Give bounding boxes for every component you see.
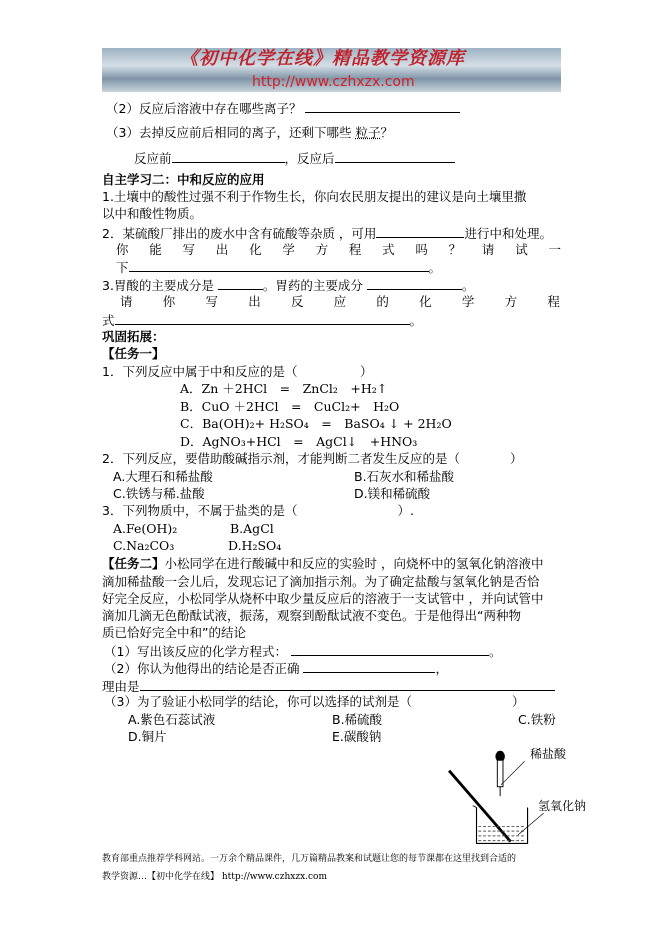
spread-char: 学 xyxy=(282,242,295,257)
spread-char: 出 xyxy=(215,242,229,257)
answer-blank[interactable] xyxy=(376,225,464,238)
t1-q2-option-c[interactable]: C.铁锈与稀.盐酸 xyxy=(113,486,205,501)
task1-label: 【任务一】 xyxy=(102,346,165,361)
t1-q2-option-a[interactable]: A.大理石和稀盐酸 xyxy=(113,469,213,484)
answer-blank[interactable] xyxy=(305,100,460,113)
answer-blank[interactable] xyxy=(218,277,263,290)
spread-char: 你 xyxy=(162,294,176,309)
task2-option-e[interactable]: E.碳酸钠 xyxy=(332,729,382,744)
spread-char: 一 xyxy=(548,242,561,257)
task2-q3: （3）为了验证小松同学的结论，你可以选择的试剂是（ ） xyxy=(104,694,525,709)
s2-q1-line2: 以中和酸性物质。 xyxy=(102,206,203,221)
spread-char: 学 xyxy=(461,294,475,309)
task2-option-b[interactable]: B.稀硫酸 xyxy=(332,712,383,727)
s2-q1-line1: 1.土壤中的酸性过强不利于作物生长，你向农民朋友提出的建议是向土壤里撒 xyxy=(102,189,527,204)
spread-char: 式 xyxy=(382,242,395,257)
spread-char: 的 xyxy=(376,294,389,309)
banner-url: http://www.czhxzx.com xyxy=(252,74,415,90)
t1-q3-option-d[interactable]: D.H₂SO₄ xyxy=(228,538,282,553)
spread-char: 反 xyxy=(290,294,304,309)
s2-q2-line2 xyxy=(116,242,561,258)
spread-char: 化 xyxy=(249,242,262,257)
spread-char: 能 xyxy=(149,242,162,257)
spread-char: 吗 xyxy=(415,242,428,257)
header-banner xyxy=(102,48,561,92)
task2-label: 【任务二】 xyxy=(102,556,165,571)
task2-para-4: 滴加几滴无色酚酞试液，振荡，观察到酚酞试液不变色。于是他得出“两种物 xyxy=(102,608,521,623)
t1-q2-option-d[interactable]: D.镁和稀硫酸 xyxy=(354,486,431,501)
spread-char: 程 xyxy=(547,294,560,309)
t1-q3: 3．下列物质中，不属于盐类的是（ ）. xyxy=(102,503,414,518)
spread-char: 方 xyxy=(315,242,329,257)
t1-q1-option-a[interactable]: A．Zn ＋2HCl = ZnCl₂ +H₂↑ xyxy=(180,381,388,396)
footer-link[interactable]: http://www.czhxzx.com xyxy=(221,872,328,882)
beaker-dropper-figure xyxy=(440,747,600,851)
s2-q3-line2 xyxy=(120,294,560,310)
spread-char: 方 xyxy=(504,294,518,309)
s2-q3-line3: 式 。 xyxy=(102,313,423,328)
task2-para-3: 好完全反应，小松同学从烧杯中取少量反应后的溶液于一支试管中 ，并向试管中 xyxy=(102,591,544,606)
t1-q1: 1．下列反应中属于中和反应的是（ ） xyxy=(102,364,373,379)
task2-q1: （1）写出该反应的化学方程式： 。 xyxy=(104,644,502,659)
label-dilute-hcl: 稀盐酸 xyxy=(530,747,567,761)
spread-char: 写 xyxy=(182,242,196,257)
t1-q1-option-d[interactable]: D．AgNO₃+HCl = AgCl↓ +HNO₃ xyxy=(180,434,418,449)
t1-q3-option-b[interactable]: B.AgCl xyxy=(230,521,274,536)
spread-char: ？ xyxy=(448,242,462,257)
task2-para-2: 滴加稀盐酸一会儿后，发现忘记了滴加指示剂。为了确定盐酸与氢氧化钠是否恰 xyxy=(102,574,540,589)
equation-blank[interactable] xyxy=(115,312,410,325)
s2-q2-line3: 下 。 xyxy=(116,260,442,275)
task2-option-d[interactable]: D.铜片 xyxy=(128,729,167,744)
section2-title: 自主学习二：中和反应的应用 xyxy=(102,172,265,187)
equation-blank[interactable] xyxy=(129,259,429,272)
t1-q1-option-c[interactable]: C．Ba(OH)₂+ H₂SO₄ = BaSO₄ ↓ + 2H₂O xyxy=(180,416,452,431)
spread-char: 化 xyxy=(419,294,432,309)
after-blank[interactable] xyxy=(335,150,455,163)
consolidate-title: 巩固拓展： xyxy=(102,329,165,344)
spread-char: 试 xyxy=(515,242,528,257)
s2-q2-line1: 2．某硫酸厂排出的废水中含有硫酸等杂质 ，可用 进行中和处理。 xyxy=(102,226,552,241)
task2-q2: （2）你认为他得出的结论是否正确 ， xyxy=(104,661,448,676)
task2-para-5: 质已恰好完全中和”的结论 xyxy=(102,625,246,640)
spread-char: 应 xyxy=(333,294,347,309)
spread-char: 出 xyxy=(248,294,261,309)
spread-char: 程 xyxy=(348,242,362,257)
before-blank[interactable] xyxy=(172,150,285,163)
footer-line-1: 教育部重点推荐学科网站。一万余个精品课件，几万篇精品教案和试题让您的每节课都在这里找到合适的 xyxy=(102,854,517,864)
t1-q2-option-b[interactable]: B.石灰水和稀盐酸 xyxy=(354,469,455,484)
t1-q3-option-a[interactable]: A.Fe(OH)₂ xyxy=(113,521,178,536)
answer-blank[interactable] xyxy=(367,277,462,290)
task2-option-c[interactable]: C.铁粉 xyxy=(518,712,556,727)
task2-option-a[interactable]: A.紫色石蕊试液 xyxy=(128,712,216,727)
question-ions-after: （2）反应后溶液中存在哪些离子？ xyxy=(106,100,460,117)
t1-q2: 2．下列反应，要借助酸碱指示剂，才能判断二者发生反应的是（ ） xyxy=(102,451,523,466)
footer-line-2: 教学资源…【初中化学在线】 http://www.czhxzx.com xyxy=(102,872,328,882)
task2-reason: 理由是 xyxy=(102,678,555,695)
spread-char: 你 xyxy=(116,242,129,257)
label-naoh: 氢氧化钠 xyxy=(538,799,587,813)
spread-char: 写 xyxy=(205,294,218,309)
spread-char: 请 xyxy=(120,294,133,309)
banner-title: 《初中化学在线》精品教学资源库 xyxy=(180,48,465,69)
before-after-line: 反应前 ，反应后 xyxy=(134,150,455,167)
t1-q1-option-b[interactable]: B．CuO ＋2HCl = CuCl₂+ H₂O xyxy=(180,399,400,414)
s2-q3-line1: 3.胃酸的主要成分是 。胃药的主要成分 。 xyxy=(102,278,475,293)
equation-blank[interactable] xyxy=(291,643,489,656)
t1-q3-option-c[interactable]: C.Na₂CO₃ xyxy=(113,538,175,553)
question-remaining-particles: （3）去掉反应前后相同的离子，还剩下哪些 粒子？ xyxy=(106,125,393,140)
task2-para-1: 【任务二】小松同学在进行酸碱中和反应的实验时 ，向烧杯中的氢氧化钠溶液中 xyxy=(102,556,544,571)
answer-blank[interactable] xyxy=(303,660,435,673)
reason-blank[interactable] xyxy=(140,678,555,691)
spread-char: 请 xyxy=(481,242,495,257)
